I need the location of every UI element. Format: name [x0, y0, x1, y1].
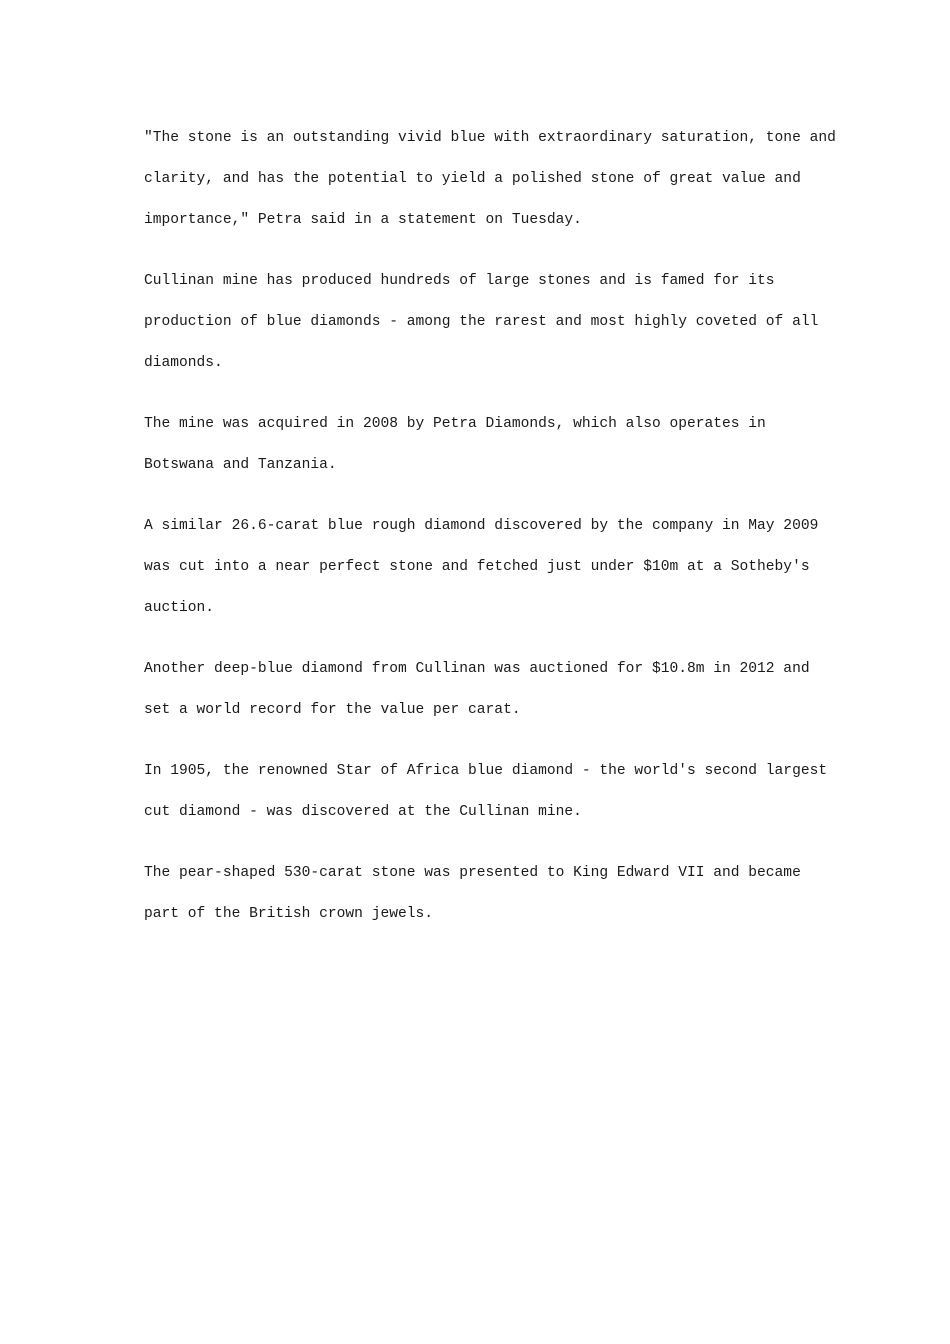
text-line: cut diamond - was discovered at the Cullinan mine. — [144, 804, 582, 820]
text-line: Another deep-blue diamond from Cullinan was auctioned for $10.8m in 2012 and — [144, 661, 810, 677]
text-line: production of blue diamonds - among the rarest and most highly coveted of all — [144, 314, 819, 330]
text-line: set a world record for the value per carat. — [144, 702, 521, 718]
paragraph-star-of-africa — [144, 751, 834, 833]
text-line: auction. — [144, 600, 215, 616]
text-line: The pear-shaped 530-carat stone was presented to King Edward VII and became — [144, 865, 801, 881]
text-line: importance," Petra said in a statement on Tuesday. — [144, 212, 582, 228]
paragraph-acquisition — [144, 404, 834, 486]
paragraph-deep-blue — [144, 649, 834, 731]
paragraph-crown-jewels — [144, 853, 834, 935]
text-line: part of the British crown jewels. — [144, 906, 434, 922]
text-line: diamonds. — [144, 355, 223, 371]
text-line: In 1905, the renowned Star of Africa blue diamond - the world's second largest — [144, 763, 828, 779]
text-line: Botswana and Tanzania. — [144, 457, 337, 473]
text-line: The mine was acquired in 2008 by Petra Diamonds, which also operates in — [144, 416, 766, 432]
paragraph-quote — [144, 118, 834, 241]
text-line: clarity, and has the potential to yield a polished stone of great value and — [144, 171, 801, 187]
text-line: "The stone is an outstanding vivid blue with extraordinary saturation, tone and — [144, 130, 836, 146]
document-body — [144, 118, 834, 955]
text-line: A similar 26.6-carat blue rough diamond discovered by the company in May 2009 — [144, 518, 819, 534]
text-line: was cut into a near perfect stone and fetched just under $10m at a Sotheby's — [144, 559, 810, 575]
paragraph-cullinan-mine — [144, 261, 834, 384]
text-line: Cullinan mine has produced hundreds of large stones and is famed for its — [144, 273, 775, 289]
paragraph-similar-diamond — [144, 506, 834, 629]
